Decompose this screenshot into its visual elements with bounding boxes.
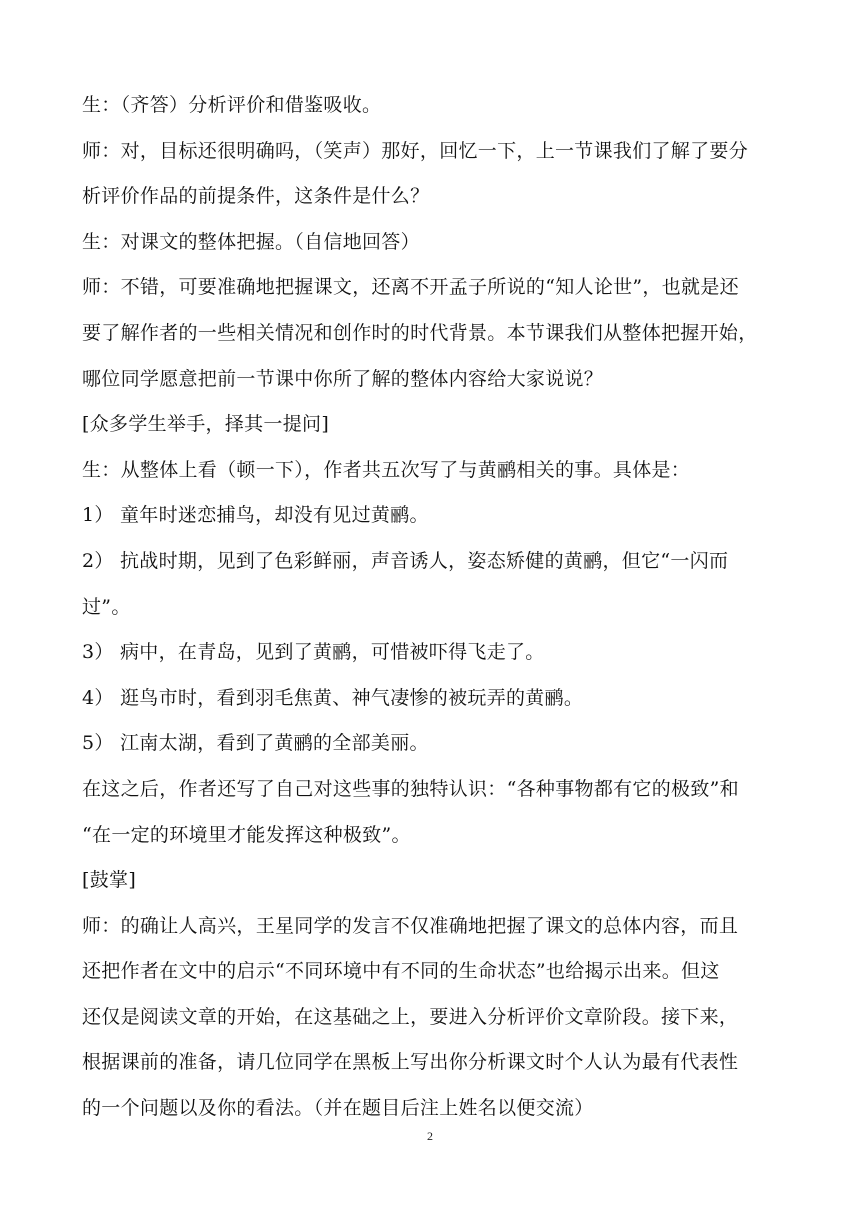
list-item-number: 5） [82,732,114,755]
text-line: 在这之后，作者还写了自己对这些事的独特认识：“各种事物都有它的极致”和 [82,777,739,800]
text-line: 的一个问题以及你的看法。（并在题目后注上姓名以便交流） [82,1097,594,1120]
text-line: 师：对，目标还很明确吗，（笑声）那好，回忆一下，上一节课我们了解了要分 [82,139,749,162]
text-line: 生：（齐答）分析评价和借鉴吸收。 [82,94,382,116]
text-line: 还仅是阅读文章的开始，在这基础之上，要进入分析评价文章阶段。接下来， [82,1005,739,1028]
text-line: 根据课前的准备，请几位同学在黑板上写出你分析课文时个人认为最有代表性 [82,1051,739,1074]
text-line: 生：对课文的整体把握。（自信地回答） [82,230,420,253]
list-item-text: 童年时迷恋捕鸟，却没有见过黄鹂。 [120,504,429,527]
text-line: 哪位同学愿意把前一节课中你所了解的整体内容给大家说说？ [82,367,604,390]
text-line: 师：的确让人高兴，王星同学的发言不仅准确地把握了课文的总体内容，而且 [82,914,739,937]
list-item [82,493,780,539]
list-item-number: 2） [82,549,114,572]
list-item-number: 1） [82,504,114,527]
list-item-text: 逛鸟市时，看到羽毛焦黄、神气凄惨的被玩弄的黄鹂。 [120,686,584,709]
text-line: [鼓掌] [82,869,137,892]
list-item-number: 3） [82,641,114,664]
list-item [82,721,780,767]
text-line: 析评价作品的前提条件，这条件是什么？ [82,185,430,208]
text-line: 要了解作者的一些相关情况和创作时的时代背景。本节课我们从整体把握开始， [82,321,758,344]
list-item-text: 抗战时期，见到了色彩鲜丽，声音诱人，姿态矫健的黄鹂，但它“一闪而 [120,549,729,572]
text-line: 生：从整体上看（顿一下），作者共五次写了与黄鹂相关的事。具体是： [82,458,691,481]
list-item-text: 江南太湖，看到了黄鹂的全部美丽。 [120,732,429,755]
text-line: 还把作者在文中的启示“不同环境中有不同的生命状态”也给揭示出来。但这 [82,960,720,983]
text-line: [众多学生举手，择其一提问] [82,413,330,436]
list-item-text: 病中，在青岛，见到了黄鹂，可惜被吓得飞走了。 [120,641,545,664]
list-item-continuation: 过”。 [82,595,131,618]
list-item [82,630,780,676]
page-number: 2 [427,1129,433,1143]
text-line: “在一定的环境里才能发挥这种极致”。 [82,823,411,846]
list-item-number: 4） [82,686,114,709]
list-item [82,676,780,722]
document-body [82,83,780,1132]
list-item [82,539,780,585]
text-line: 师：不错，可要准确地把握课文，还离不开孟子所说的“知人论世”，也就是还 [82,276,739,299]
